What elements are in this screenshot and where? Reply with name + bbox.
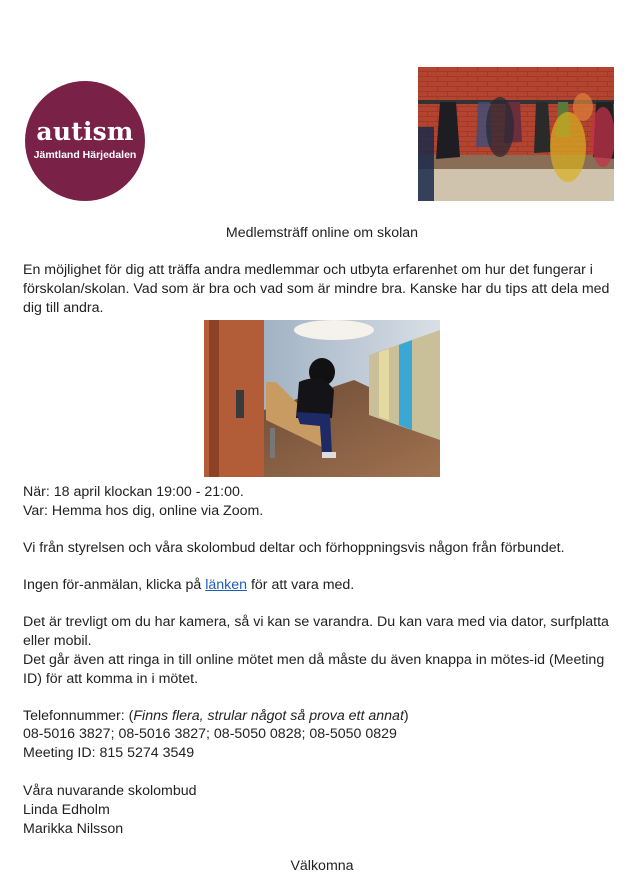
registration-before: Ingen för-anmälan, klicka på — [23, 577, 206, 593]
student-corridor-photo — [204, 320, 440, 477]
phone-label: Telefonnummer: ( — [23, 708, 134, 724]
phone-close: ) — [403, 708, 409, 724]
phone-numbers: 08-5016 3827; 08-5016 3827; 08-5050 0828; 08-5050 0829 — [23, 726, 397, 742]
participants-text: Vi från styrelsen och våra skolombud deltar och förhoppningsvis någon från förbundet. — [23, 540, 565, 556]
closing-text: Välkomna — [290, 858, 354, 874]
ombud-name: Linda Edholm — [23, 802, 110, 818]
event-time: När: 18 april klockan 19:00 - 21:00. — [23, 484, 244, 500]
meeting-id: Meeting ID: 815 5274 3549 — [23, 745, 195, 761]
logo-region: Jämtland Härjedalen — [33, 149, 137, 161]
autism-logo — [25, 81, 145, 201]
school-corridor-photo — [418, 67, 618, 201]
ombud-heading: Våra nuvarande skolombud — [23, 783, 197, 799]
registration-after: för att vara med. — [247, 577, 355, 593]
page-title: Medlemsträff online om skolan — [225, 225, 419, 241]
intro-paragraph: En möjlighet för dig att träffa andra medlemmar och utbyta erfarenhet om hur det fungerar i förskolan/skolan. Vad som är bra och vad som är mindre bra. Kanske har du tips att dela med dig till andra. — [23, 262, 610, 316]
join-link[interactable]: länken — [205, 577, 247, 593]
registration-text — [23, 576, 354, 595]
logo-word: autism — [36, 117, 134, 146]
event-location: Var: Hemma hos dig, online via Zoom. — [23, 503, 264, 519]
phone-note: Finns flera, strular något så prova ett annat — [133, 708, 404, 724]
phone-info-paragraph: Det går även att ringa in till online mötet men då måste du även knappa in mötes-id (Meeting ID) för att komma in i mötet. — [23, 652, 605, 687]
phone-label-line — [23, 707, 409, 726]
camera-paragraph: Det är trevligt om du har kamera, så vi kan se varandra. Du kan vara med via dator, surfplatta eller mobil. — [23, 614, 609, 649]
ombud-name: Marikka Nilsson — [23, 821, 124, 837]
